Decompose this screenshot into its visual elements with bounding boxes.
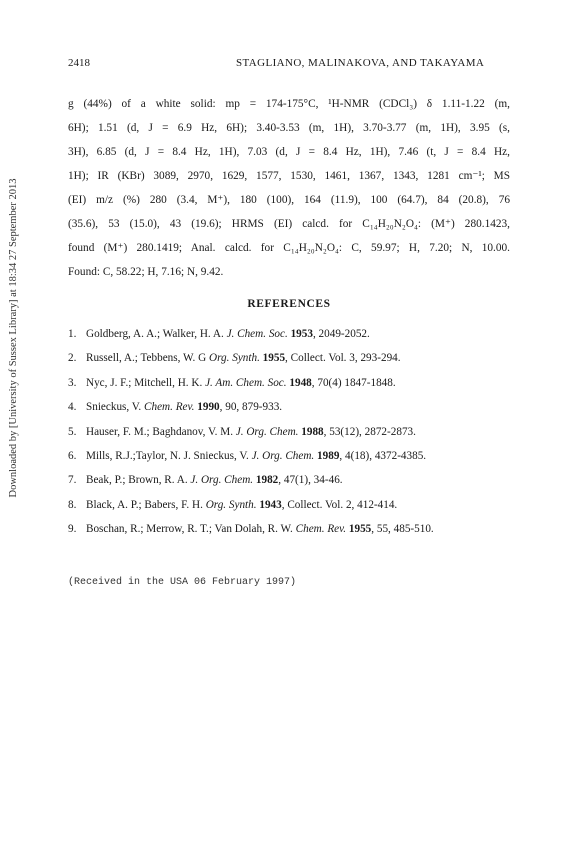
body-line: (35.6), 53 (15.0), 43 (19.6); HRMS (EI) calcd. for C₁₄H₂₀N₂O₄: (M⁺) 280.1423,: [68, 218, 510, 230]
page-number: 2418: [68, 57, 90, 69]
body-line: found (M⁺) 280.1419; Anal. calcd. for C₁₄H₂₀N₂O₄: C, 59.97; H, 7.20; N, 10.00.: [68, 242, 510, 254]
experimental-paragraph: [68, 92, 510, 284]
body-line: g (44%) of a white solid: mp = 174-175°C, ¹H-NMR (CDCl₃) δ 1.11-1.22 (m,: [68, 98, 510, 110]
body-line: 6H); 1.51 (d, J = 6.9 Hz, 6H); 3.40-3.53 (m, 1H), 3.70-3.77 (m, 1H), 3.95 (s,: [68, 122, 510, 134]
body-line: 3H), 6.85 (d, J = 8.4 Hz, 1H), 7.03 (d, J = 8.4 Hz, 1H), 7.46 (t, J = 8.4 Hz,: [68, 146, 510, 158]
references-heading: REFERENCES: [247, 298, 331, 310]
body-line: Found: C, 58.22; H, 7.16; N, 9.42.: [68, 266, 224, 278]
received-date-note: (Received in the USA 06 February 1997): [68, 577, 297, 588]
running-title: STAGLIANO, MALINAKOVA, AND TAKAYAMA: [236, 57, 485, 69]
reference-item: 3. Nyc, J. F.; Mitchell, H. K. J. Am. Chem. Soc. 1948, 70(4) 1847-1848.: [68, 376, 396, 389]
reference-item: 9. Boschan, R.; Merrow, R. T.; Van Dolah, R. W. Chem. Rev. 1955, 55, 485-510.: [68, 523, 434, 536]
body-line: 1H); IR (KBr) 3089, 2970, 1629, 1577, 1530, 1461, 1367, 1343, 1281 cm⁻¹; MS: [68, 170, 510, 182]
body-line: (EI) m/z (%) 280 (3.4, M⁺), 180 (100), 164 (11.9), 100 (64.7), 84 (20.8), 76: [68, 194, 510, 206]
reference-item: 5. Hauser, F. M.; Baghdanov, V. M. J. Org. Chem. 1988, 53(12), 2872-2873.: [68, 425, 416, 438]
reference-item: 6. Mills, R.J.;Taylor, N. J. Snieckus, V. J. Org. Chem. 1989, 4(18), 4372-4385.: [68, 449, 427, 462]
reference-item: 4. Snieckus, V. Chem. Rev. 1990, 90, 879-933.: [68, 401, 283, 414]
reference-item: 8. Black, A. P.; Babers, F. H. Org. Synth. 1943, Collect. Vol. 2, 412-414.: [68, 498, 398, 511]
reference-item: 1. Goldberg, A. A.; Walker, H. A. J. Chem. Soc. 1953, 2049-2052.: [68, 328, 370, 340]
reference-item: 7. Beak, P.; Brown, R. A. J. Org. Chem. 1982, 47(1), 34-46.: [68, 474, 343, 487]
reference-item: 2. Russell, A.; Tebbens, W. G Org. Synth. 1955, Collect. Vol. 3, 293-294.: [68, 352, 401, 365]
download-watermark: Downloaded by [University of Sussex Library] at 18:34 27 September 2013: [8, 178, 19, 498]
reference-list: [68, 322, 538, 542]
